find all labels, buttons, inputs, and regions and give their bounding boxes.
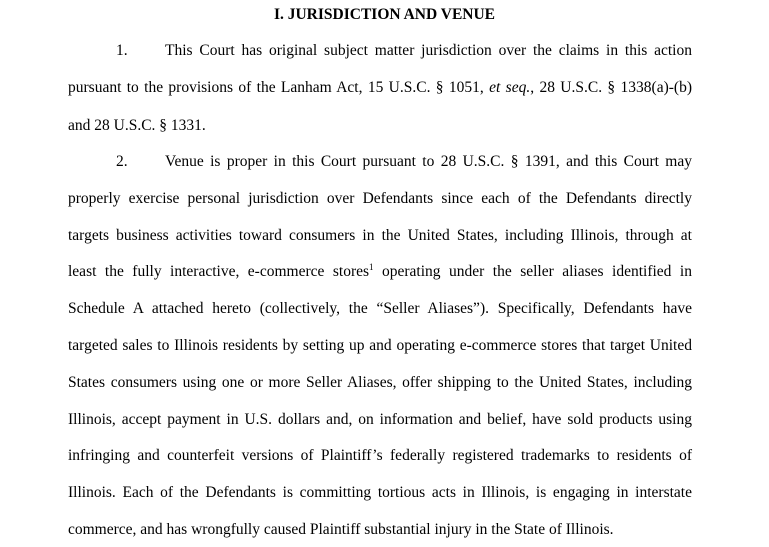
- paragraph-2-line-3: targets business activities toward consumers in the United States, including Illinois, through at: [68, 227, 692, 244]
- line-text: least the fully interactive, e-commerce stores: [68, 263, 370, 280]
- paragraph-1-line-1: [68, 41, 692, 61]
- section-heading: I. JURISDICTION AND VENUE: [273, 6, 496, 23]
- paragraph-1-line-3: and 28 U.S.C. § 1331.: [68, 117, 206, 134]
- line-text: operating under the seller aliases identified in: [373, 263, 692, 280]
- paragraph-2-line-8: Illinois, accept payment in U.S. dollars and, on information and belief, have sold products using: [68, 411, 692, 428]
- paragraph-2-line-11: commerce, and has wrongfully caused Plaintiff substantial injury in the State of Illinois.: [68, 521, 614, 538]
- paragraph-2-line-7: States consumers using one or more Seller Aliases, offer shipping to the United States, including: [68, 374, 692, 391]
- line-text: , 28 U.S.C. § 1338(a)-(b): [530, 79, 692, 96]
- footnote-marker: 1: [369, 261, 374, 272]
- paragraph-1-number: 1.: [116, 42, 128, 59]
- italic-text: et seq.: [489, 79, 531, 96]
- paragraph-2-number: 2.: [116, 153, 128, 170]
- paragraph-2-line-2: properly exercise personal jurisdiction over Defendants since each of the Defendants directly: [68, 190, 692, 207]
- line-text: pursuant to the provisions of the Lanham Act, 15 U.S.C. § 1051,: [68, 79, 490, 96]
- paragraph-2-line-5: Schedule A attached hereto (collectively, the “Seller Aliases”). Specifically, Defendants have: [68, 300, 692, 317]
- paragraph-1-line-2: [68, 78, 692, 98]
- paragraph-1-text: This Court has original subject matter jurisdiction over the claims in this action: [165, 42, 692, 59]
- paragraph-2-line-4: [68, 262, 692, 282]
- paragraph-2-text: Venue is proper in this Court pursuant to 28 U.S.C. § 1391, and this Court may: [165, 153, 692, 170]
- paragraph-2-line-9: infringing and counterfeit versions of Plaintiff’s federally registered trademarks to residents of: [68, 447, 692, 464]
- paragraph-2-line-1: [68, 152, 692, 172]
- paragraph-2-line-10: Illinois. Each of the Defendants is committing tortious acts in Illinois, is engaging in interstate: [68, 484, 692, 501]
- paragraph-2-line-6: targeted sales to Illinois residents by setting up and operating e-commerce stores that target United: [68, 337, 692, 354]
